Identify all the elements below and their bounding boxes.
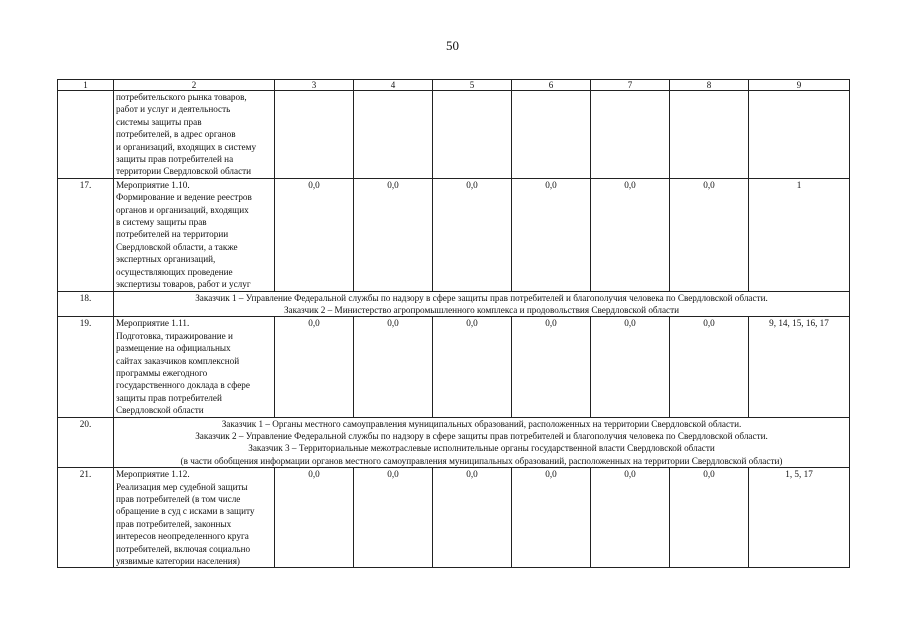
customer-line: Заказчик 2 – Управление Федеральной службы по надзору в сфере защиты прав потребителей и благополучия человека по Свердловской области. bbox=[195, 430, 768, 441]
activity-row bbox=[58, 178, 850, 291]
funding-value: 0,0 bbox=[354, 468, 433, 568]
column-header: 6 bbox=[512, 80, 591, 91]
funding-value: 0,0 bbox=[433, 317, 512, 417]
column-header: 1 bbox=[58, 80, 114, 91]
funding-value bbox=[591, 91, 670, 179]
funding-value bbox=[512, 91, 591, 179]
activity-description bbox=[114, 91, 275, 179]
row-number: 21. bbox=[58, 468, 114, 568]
funding-value: 0,0 bbox=[433, 468, 512, 568]
row-number: 18. bbox=[58, 291, 114, 317]
customer-line: (в части обобщения информации органов местного самоуправления муниципальных образований, расположенных на территории Свердловской области) bbox=[180, 455, 783, 466]
column-header: 2 bbox=[114, 80, 275, 91]
funding-value: 0,0 bbox=[591, 317, 670, 417]
column-header: 3 bbox=[275, 80, 354, 91]
description-line: потребителей, в адрес органов bbox=[116, 129, 236, 140]
description-line: Реализация мер судебной защиты bbox=[116, 481, 248, 492]
customer-line: Заказчик 1 – Управление Федеральной службы по надзору в сфере защиты прав потребителей и благополучия человека по Свердловской области. bbox=[195, 292, 768, 303]
customer-row bbox=[58, 291, 850, 317]
description-line: обращение в суд с исками в защиту bbox=[116, 506, 255, 517]
column-header: 7 bbox=[591, 80, 670, 91]
description-line: Мероприятие 1.10. bbox=[116, 179, 190, 190]
description-line: прав потребителей, законных bbox=[116, 518, 232, 529]
description-line: уязвимые категории населения) bbox=[116, 556, 240, 567]
row-number: 17. bbox=[58, 178, 114, 291]
description-line: в систему защиты прав bbox=[116, 217, 207, 228]
activity-description bbox=[114, 468, 275, 568]
column-header: 9 bbox=[749, 80, 850, 91]
description-line: прав потребителей (в том числе bbox=[116, 494, 241, 504]
funding-value bbox=[354, 91, 433, 179]
column-header: 5 bbox=[433, 80, 512, 91]
target-indicator-refs: 1, 5, 17 bbox=[749, 468, 850, 568]
funding-value: 0,0 bbox=[275, 317, 354, 417]
target-indicator-refs bbox=[749, 91, 850, 179]
funding-value: 0,0 bbox=[591, 468, 670, 568]
activity-row bbox=[58, 468, 850, 568]
funding-value: 0,0 bbox=[354, 317, 433, 417]
description-line: потребителей на территории bbox=[116, 229, 229, 240]
column-number-header-row bbox=[58, 80, 850, 91]
customer-line: Заказчик 2 – Министерство агропромышленного комплекса и продовольствия Свердловской области bbox=[283, 304, 680, 315]
target-indicator-refs: 9, 14, 15, 16, 17 bbox=[749, 317, 850, 417]
column-header: 4 bbox=[354, 80, 433, 91]
description-line: Мероприятие 1.11. bbox=[116, 318, 190, 329]
page-number: 50 bbox=[446, 38, 459, 53]
row-number: 20. bbox=[58, 417, 114, 468]
description-line: Свердловской области bbox=[116, 405, 204, 416]
column-header: 8 bbox=[670, 80, 749, 91]
activity-description bbox=[114, 178, 275, 291]
description-line: интересов неопределенного круга bbox=[116, 531, 249, 542]
funding-value: 0,0 bbox=[591, 178, 670, 291]
funding-value: 0,0 bbox=[433, 178, 512, 291]
funding-value bbox=[433, 91, 512, 179]
description-line: Подготовка, тиражирование и bbox=[116, 330, 233, 341]
description-line: размещение на официальных bbox=[116, 343, 231, 354]
funding-value: 0,0 bbox=[512, 317, 591, 417]
customer-row bbox=[58, 417, 850, 468]
customer-cell bbox=[114, 291, 850, 317]
description-line: Свердловской области, а также bbox=[116, 241, 238, 252]
description-line: органов и организаций, входящих bbox=[116, 204, 249, 215]
funding-value: 0,0 bbox=[670, 468, 749, 568]
description-line: защиты прав потребителей на bbox=[116, 154, 234, 165]
activity-row bbox=[58, 91, 850, 179]
description-line: территории Свердловской области bbox=[116, 166, 252, 177]
description-line: экспертных организаций, bbox=[116, 254, 216, 265]
funding-value bbox=[275, 91, 354, 179]
description-line: сайтах заказчиков комплексной bbox=[116, 355, 240, 366]
program-activities-table bbox=[57, 79, 850, 568]
customer-line: Заказчик 3 – Территориальные межотраслевые исполнительные органы государственной власти Свердловской области bbox=[248, 443, 715, 454]
funding-value: 0,0 bbox=[512, 178, 591, 291]
funding-value bbox=[670, 91, 749, 179]
activity-row bbox=[58, 317, 850, 417]
row-number bbox=[58, 91, 114, 179]
description-line: осуществляющих проведение bbox=[116, 266, 233, 277]
description-line: Мероприятие 1.12. bbox=[116, 469, 190, 480]
funding-value: 0,0 bbox=[275, 178, 354, 291]
description-line: программы ежегодного bbox=[116, 367, 208, 378]
funding-value: 0,0 bbox=[275, 468, 354, 568]
description-line: потребителей, включая социально bbox=[116, 543, 251, 554]
target-indicator-refs: 1 bbox=[749, 178, 850, 291]
activity-description bbox=[114, 317, 275, 417]
description-line: экспертизы товаров, работ и услуг bbox=[116, 279, 251, 290]
description-line: работ и услуг и деятельность bbox=[116, 104, 231, 115]
customer-line: Заказчик 1 – Органы местного самоуправления муниципальных образований, расположенных на территории Свердловской области. bbox=[221, 418, 742, 429]
funding-value: 0,0 bbox=[512, 468, 591, 568]
description-line: и организаций, входящих в систему bbox=[116, 141, 257, 152]
row-number: 19. bbox=[58, 317, 114, 417]
funding-value: 0,0 bbox=[670, 317, 749, 417]
funding-value: 0,0 bbox=[670, 178, 749, 291]
description-line: системы защиты прав bbox=[116, 116, 202, 127]
description-line: Формирование и ведение реестров bbox=[116, 192, 252, 203]
description-line: государственного доклада в сфере bbox=[116, 380, 250, 391]
description-line: защиты прав потребителей bbox=[116, 392, 222, 403]
customer-cell bbox=[114, 417, 850, 468]
description-line: потребительского рынка товаров, bbox=[116, 92, 247, 102]
funding-value: 0,0 bbox=[354, 178, 433, 291]
